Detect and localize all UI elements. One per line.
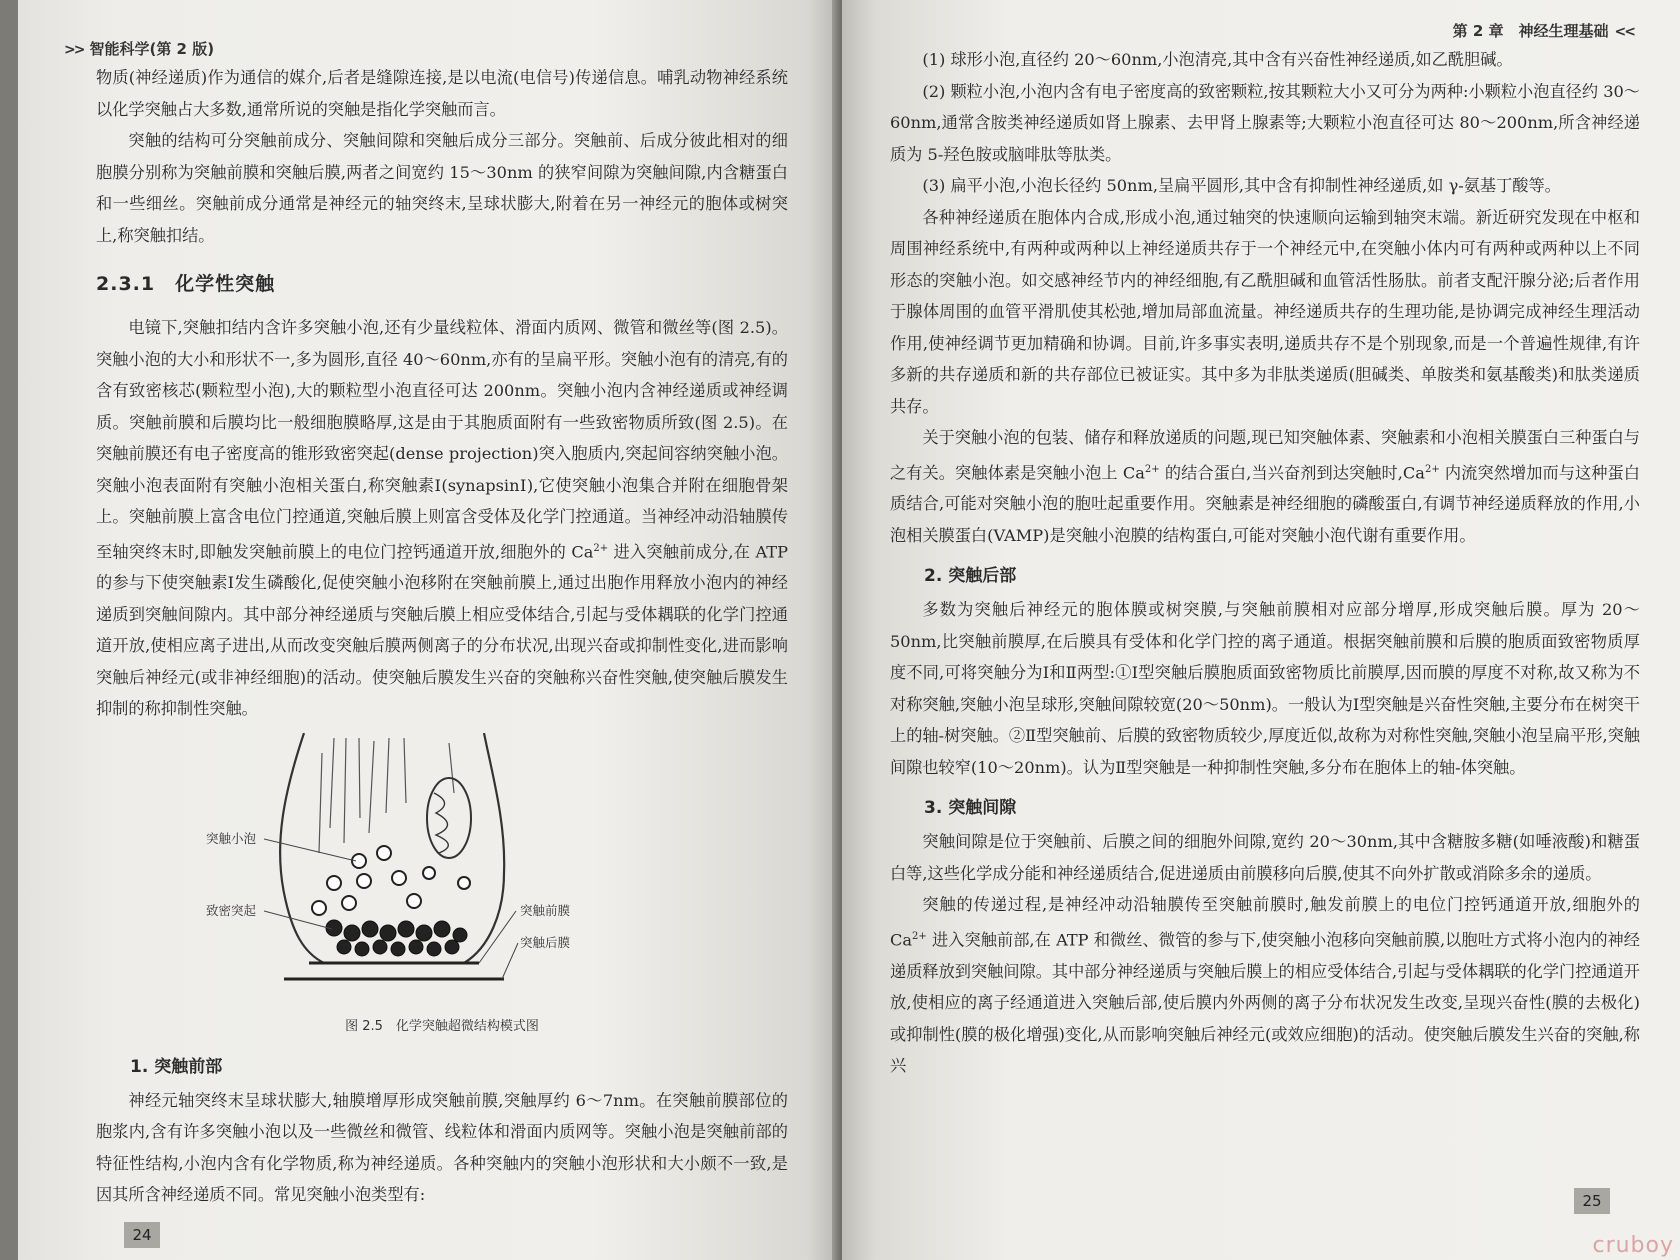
paragraph-chemical-synapse: 电镜下,突触扣结内含许多突触小泡,还有少量线粒体、滑面内质网、微管和微丝等(图 2.5)。突触小泡的大小和形状不一,多为圆形,直径 40～60nm,亦有的呈扁平形。突触小泡有的清亮,有的含有致密核芯(颗粒型小泡),大的颗粒型小泡直径可达 200nm。突触小泡内含神经递质或神经调质。突触前膜和后膜均比一般细胞膜略厚,这是由于其胞质面附有一些致密物质所致(图 2.5)。在突触前膜还有电子密度高的锥形致密突起(dense projection)突入胞质内,突起间容纳突触小泡。突触小泡表面附有突触小泡相关蛋白,称突触素Ⅰ(synapsinⅠ),它使突触小泡集合并附在细胞骨架上。突触前膜上富含电位门控通道,突触后膜上则富含受体及化学门控通道。当神经冲动沿轴膜传至轴突终末时,即触发突触前膜上的电位门控钙通道开放,细胞外的 $Ca^{2+}$ 进入突触前成分,在 ATP 的参与下使突触素Ⅰ发生磷酸化,促使突触小泡移附在突触前膜上,通过出胞作用释放小泡内的神经递质到突触间隙内。其中部分神经递质与突触后膜上相应受体结合,引起与受体耦联的化学门控通道开放,使相应离子进出,从而改变突触后膜两侧离子的分布状况,出现兴奋或抑制性变化,进而影响突触后神经元(或非神经细胞)的活动。使突触后膜发生兴奋的突触称兴奋性突触,使突触后膜发生抑制的称抑制性突触。 [96,318,788,719]
paragraph-intro-1: 物质(神经递质)作为通信的媒介,后者是缝隙连接,是以电流(电信号)传递信息。哺乳动物神经系统以化学突触占大多数,通常所说的突触是指化学突触而言。 [96,68,788,119]
section-title: 2.3.1 化学性突触 [96,273,276,295]
synapse-diagram [264,733,524,1003]
label-dense-projection: 致密突起 [206,902,257,918]
paragraph-postsynaptic: 多数为突触后神经元的胞体膜或树突膜,与突触前膜相对应部分增厚,形成突触后膜。厚为 20～50nm,比突触前膜厚,在后膜具有受体和化学门控的离子通道。根据突触前膜和后膜的胞质面致密物质厚度不同,可将突触分为Ⅰ和Ⅱ两型:①Ⅰ型突触后膜胞质面致密物质比前膜厚,因而膜的厚度不对称,故又称为不对称突触,突触小泡呈球形,突触间隙较宽(20～50nm)。一般认为Ⅰ型突触是兴奋性突触,主要分布在树突干上的轴-树突触。②Ⅱ型突触前、后膜的致密物质较少,厚度近似,故称为对称性突触,突触小泡呈扁平形,突触间隙也较窄(10～20nm)。认为Ⅱ型突触是一种抑制性突触,多分布在胞体上的轴-体突触。 [890,600,1640,777]
page-number-right: 25 [1574,1188,1610,1214]
watermark: cruboy [1592,1233,1674,1258]
page-number-left: 24 [124,1222,160,1248]
paragraph-intro-2: 突触的结构可分突触前成分、突触间隙和突触后成分三部分。突触前、后成分彼此相对的细胞膜分别称为突触前膜和突触后膜,两者之间宽约 15～30nm 的狭窄间隙为突触间隙,内含糖蛋白和一些细丝。突触前成分通常是神经元的轴突终末,呈球状膨大,附着在另一神经元的胞体或树突上,称突触扣结。 [96,131,788,245]
label-presynaptic-membrane: 突触前膜 [520,902,571,918]
paragraph-synaptic-cleft: 突触间隙是位于突触前、后膜之间的细胞外间隙,宽约 20～30nm,其中含糖胺多糖(如唾液酸)和糖蛋白等,这些化学成分能和神经递质结合,促进递质由前膜移向后膜,使其不向外扩散或消除多余的递质。 [890,832,1640,883]
right-running-head: 第 2 章 神经生理基础 << [1452,22,1634,40]
label-postsynaptic-membrane: 突触后膜 [520,934,571,950]
paragraph-vesicle-release: 关于突触小泡的包装、储存和释放递质的问题,现已知突触体素、突触素和小泡相关膜蛋白三种蛋白与之有关。突触体素是突触小泡上 $Ca^{2+}$ 的结合蛋白,当兴奋剂到达突触时$,Ca^{2+}$ 内流突然增加而与这种蛋白质结合,可能对突触小泡的胞吐起重要作用。突触素是神经细胞的磷酸蛋白,有调节神经递质释放的作用,小泡相关膜蛋白(VAMP)是突触小泡膜的结构蛋白,可能对突触小泡代谢有重要作用。 [890,428,1640,545]
label-synaptic-vesicle: 突触小泡 [206,830,257,846]
list-item-flat-vesicle: (3) 扁平小泡,小泡长径约 50nm,呈扁平圆形,其中含有抑制性神经递质,如 γ-氨基丁酸等。 [922,176,1561,195]
figure-2-5 [96,733,788,1009]
subsection-cleft-title: 3. 突触间隙 [924,798,1017,819]
paragraph-transmission: 突触的传递过程,是神经冲动沿轴膜传至突触前膜时,触发前膜上的电位门控钙通道开放,细胞外的 $Ca^{2+}$ 进入突触前部,在 ATP 和微丝、微管的参与下,使突触小泡移向突触前膜,以胞吐方式将小泡内的神经递质释放到突触间隙。其中部分神经递质与突触后膜上的相应受体结合,引起与受体耦联的化学门控通道开放,使相应的离子经通道进入突触后部,使后膜内外两侧的离子分布状况发生改变,呈现兴奋性(膜的去极化)或抑制性(膜的极化增强)变化,从而影响突触后神经元(或效应细胞)的活动。使突触后膜发生兴奋的突触,称兴 [890,895,1640,1076]
paragraph-presynaptic: 神经元轴突终末呈球状膨大,轴膜增厚形成突触前膜,突触厚约 6～7nm。在突触前膜部位的胞浆内,含有许多突触小泡以及一些微丝和微管、线粒体和滑面内质网等。突触小泡是突触前部的特征性结构,小泡内含有化学物质,称为神经递质。各种突触内的突触小泡形状和大小颇不一致,是因其所含神经递质不同。常见突触小泡类型有: [96,1090,788,1205]
right-page [842,0,1680,1260]
paragraph-transmitter-synthesis: 各种神经递质在胞体内合成,形成小泡,通过轴突的快速顺向运输到轴突末端。新近研究发现在中枢和周围神经系统中,有两种或两种以上神经递质共存于一个神经元中,在突触小体内可有两种或两种以上不同形态的突触小泡。如交感神经节内的神经细胞,有乙酰胆碱和血管活性肠肽。前者支配汗腺分泌;后者作用于腺体周围的血管平滑肌使其松弛,增加局部血流量。神经递质共存的生理功能,是协调完成神经生理活动作用,使神经调节更加精确和协调。目前,许多事实表明,递质共存不是个别现象,而是一个普遍性规律,有许多新的共存递质和新的共存部位已被证实。其中多为非肽类递质(胆碱类、单胺类和氨基酸类)和肽类递质共存。 [890,207,1640,416]
left-page [18,0,840,1260]
figure-caption: 图 2.5 化学突触超微结构模式图 [345,1018,539,1034]
double-chevron-right-icon: >> [64,42,84,58]
list-item-spherical-vesicle: (1) 球形小泡,直径约 20～60nm,小泡清亮,其中含有兴奋性神经递质,如乙酰胆碱。 [922,50,1513,69]
left-running-head: >> 智能科学(第 2 版) [64,40,215,58]
list-item-granular-vesicle: (2) 颗粒小泡,小泡内含有电子密度高的致密颗粒,按其颗粒大小又可分为两种:小颗粒小泡直径约 30～60nm,通常含胺类神经递质如肾上腺素、去甲肾上腺素等;大颗粒小泡直径可达 80～200nm,所含神经递质为 5-羟色胺或脑啡肽等肽类。 [890,81,1640,164]
subsection-postsynaptic-title: 2. 突触后部 [924,566,1017,587]
double-chevron-left-icon: << [1614,24,1634,40]
subsection-presynaptic-title: 1. 突触前部 [130,1056,223,1077]
